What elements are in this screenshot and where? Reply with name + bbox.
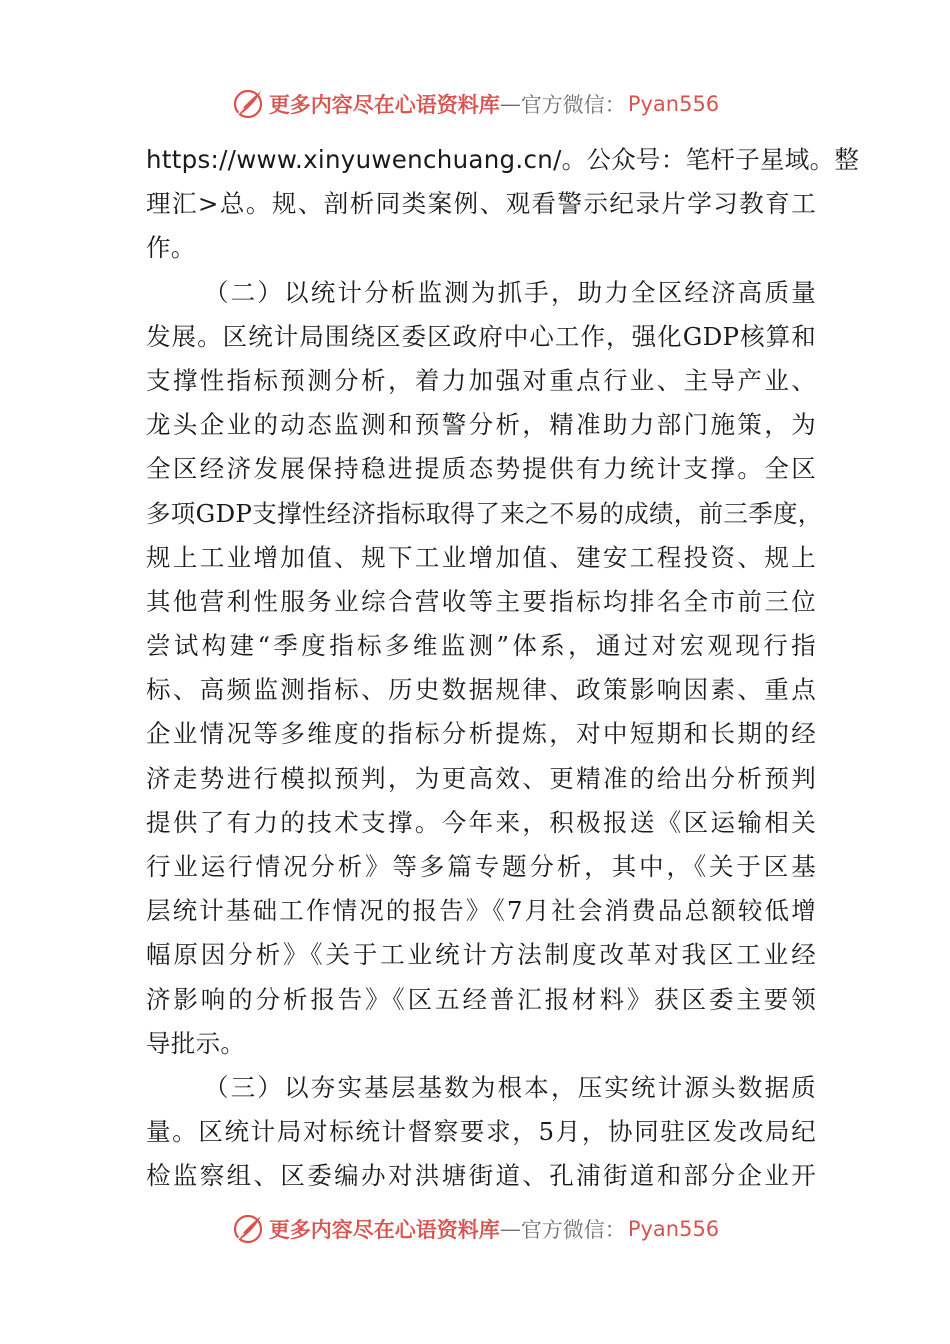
- text-line: 支撑性指标预测分析，着力加强对重点行业、主导产业、: [146, 365, 816, 395]
- text-line: 层统计基础工作情况的报告》《7月社会消费品总额较低增: [146, 896, 816, 926]
- text-line: 规上工业增加值、规下工业增加值、建安工程投资、规上: [146, 542, 816, 572]
- text-line: 济影响的分析报告》《区五经普汇报材料》获区委主要领: [146, 984, 816, 1014]
- banner-title: 更多内容尽在心语资料库: [268, 92, 500, 117]
- text-line: 作。: [146, 233, 196, 263]
- text-line: 标、高频监测指标、历史数据规律、政策影响因素、重点: [146, 675, 816, 705]
- document-body: [146, 138, 860, 1199]
- text-line: 量。区统计局对标统计督察要求，5月，协同驻区发改局纪: [146, 1117, 816, 1147]
- header-banner: [0, 84, 950, 124]
- section-heading-line: （三）以夯实基层基数为根本，压实统计源头数据质: [204, 1072, 816, 1102]
- banner-contact-id: Pyan556: [627, 92, 720, 116]
- text-line: 检监察组、区委编办对洪塘街道、孔浦街道和部分企业开: [146, 1161, 816, 1191]
- text-line: 全区经济发展保持稳进提质态势提供有力统计支撑。全区: [146, 454, 816, 484]
- text-line: 其他营利性服务业综合营收等主要指标均排名全市前三位: [146, 586, 816, 616]
- text-line: 企业情况等多维度的指标分析提炼，对中短期和长期的经: [146, 719, 816, 749]
- text-line: 导批示。: [146, 1028, 246, 1058]
- text-line: 理汇>总。规、剖析同类案例、观看警示纪录片学习教育工: [146, 189, 816, 219]
- text-line: 多项GDP支撑性经济指标取得了来之不易的成绩，前三季度，: [146, 498, 823, 528]
- banner-contact-id: Pyan556: [627, 1217, 720, 1241]
- banner-dash: —: [499, 1217, 521, 1241]
- footer-banner: [0, 1209, 950, 1249]
- quill-logo-icon: [231, 1212, 265, 1246]
- text-line: 幅原因分析》《关于工业统计方法制度改革对我区工业经: [146, 940, 816, 970]
- text-line: 济走势进行模拟预判，为更高效、更精准的给出分析预判: [146, 763, 816, 793]
- banner-title: 更多内容尽在心语资料库: [268, 1217, 500, 1242]
- section-heading-line: （二）以统计分析监测为抓手，助力全区经济高质量: [204, 277, 816, 307]
- banner-dash: —: [499, 92, 521, 116]
- text-line: 提供了有力的技术支撑。今年来，积极报送《区运输相关: [146, 807, 816, 837]
- quill-logo-icon: [231, 87, 265, 121]
- text-line: 尝试构建“季度指标多维监测”体系，通过对宏观现行指: [146, 631, 816, 661]
- banner-contact-label: 官方微信：: [520, 93, 626, 117]
- banner-contact-label: 官方微信：: [520, 1218, 626, 1242]
- text-line: 龙头企业的动态监测和预警分析，精准助力部门施策，为: [146, 410, 816, 440]
- text-line: 行业运行情况分析》等多篇专题分析，其中，《关于区基: [146, 852, 816, 881]
- text-line: https://www.xinyuwenchuang.cn/。公众号：笔杆子星域。整: [146, 145, 860, 174]
- text-line: 发展。区统计局围绕区委区政府中心工作，强化GDP核算和: [146, 321, 816, 351]
